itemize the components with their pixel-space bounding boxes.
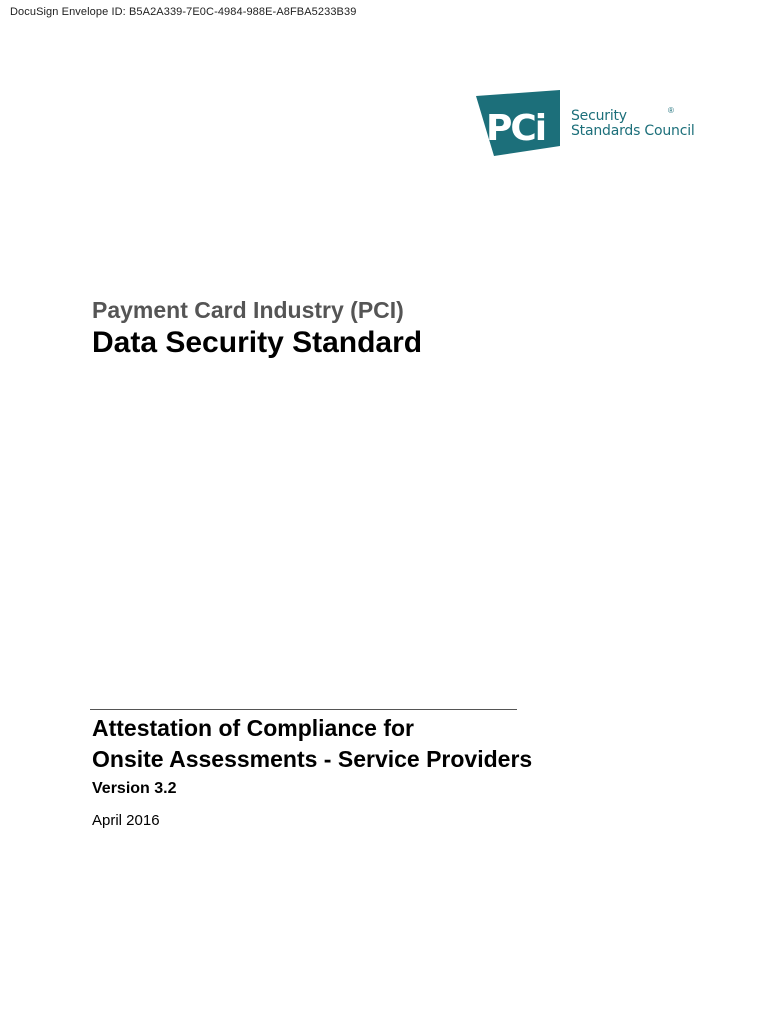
pci-logo-line1: Security [571, 108, 627, 124]
divider [90, 709, 517, 710]
pci-logo-line2: Standards Council [571, 123, 695, 139]
registered-mark: ® [668, 106, 674, 115]
document-subtitle [92, 713, 532, 775]
document-version: Version 3.2 [92, 780, 177, 797]
pci-logo-mark: PCi [486, 108, 546, 149]
envelope-id: DocuSign Envelope ID: B5A2A339-7E0C-4984-988E-A8FBA5233B39 [10, 6, 357, 18]
document-title: Data Security Standard [92, 326, 423, 359]
subtitle-line-2: Onsite Assessments - Service Providers [92, 746, 533, 772]
document-date: April 2016 [92, 812, 160, 829]
document-pre-title: Payment Card Industry (PCI) [92, 297, 404, 323]
subtitle-line-1: Attestation of Compliance for [92, 715, 415, 741]
pci-logo-text [571, 109, 695, 139]
